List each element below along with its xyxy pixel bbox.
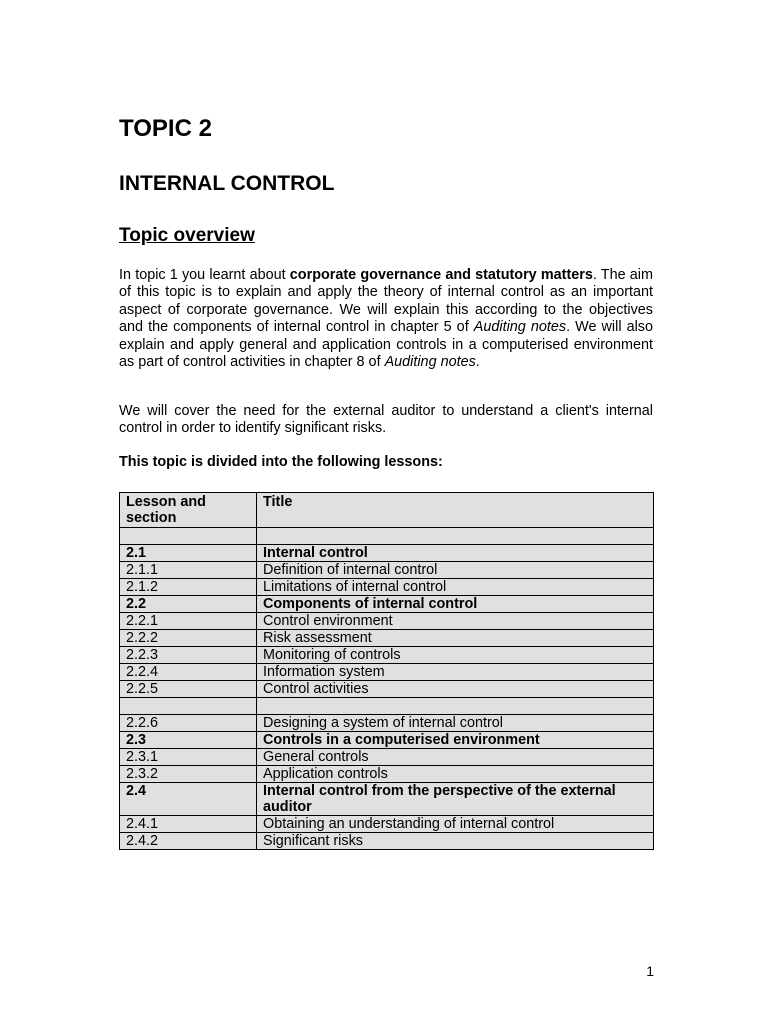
para1-text-3: . We will also explain and apply general and application controls in a computerised environment as part of control activities in chapter 8 of <box>119 319 653 371</box>
table-row <box>120 647 654 664</box>
title-cell: Control environment <box>257 613 654 630</box>
title-cell: Application controls <box>257 766 654 783</box>
section-cell: 2.2.5 <box>120 681 257 698</box>
title-cell: Internal control from the perspective of the external auditor <box>257 783 654 816</box>
para1-text-2: . The aim of this topic is to explain and apply the theory of internal control as an important aspect of corporate governance. We will explain this according to the objectives and the components of internal control in chapter 5 of <box>119 267 653 336</box>
table-row <box>120 816 654 833</box>
section-cell: 2.4.2 <box>120 833 257 850</box>
section-cell: 2.3 <box>120 732 257 749</box>
para1-italic-1: Auditing notes <box>473 319 567 336</box>
table-row <box>120 732 654 749</box>
table-header-row <box>120 493 654 528</box>
section-cell: 2.4 <box>120 783 257 816</box>
chapter-heading: INTERNAL CONTROL <box>119 172 335 195</box>
table-row <box>120 562 654 579</box>
section-cell: 2.1.1 <box>120 562 257 579</box>
table-row <box>120 698 654 715</box>
header-title: Title <box>257 493 654 528</box>
table-row <box>120 681 654 698</box>
para1-bold-1: corporate governance and statutory matters <box>289 267 593 283</box>
table-row <box>120 545 654 562</box>
table-row <box>120 783 654 816</box>
section-cell: 2.3.1 <box>120 749 257 766</box>
table-row <box>120 833 654 850</box>
title-cell: Internal control <box>257 545 654 562</box>
section-cell: 2.4.1 <box>120 816 257 833</box>
title-cell: Definition of internal control <box>257 562 654 579</box>
title-cell: General controls <box>257 749 654 766</box>
table-row <box>120 630 654 647</box>
section-cell: 2.2.3 <box>120 647 257 664</box>
title-cell: Significant risks <box>257 833 654 850</box>
title-cell <box>257 698 654 715</box>
section-cell: 2.1.2 <box>120 579 257 596</box>
section-cell: 2.2 <box>120 596 257 613</box>
table-row <box>120 749 654 766</box>
section-cell: 2.1 <box>120 545 257 562</box>
title-cell <box>257 528 654 545</box>
section-cell <box>120 528 257 545</box>
title-cell: Risk assessment <box>257 630 654 647</box>
title-cell: Monitoring of controls <box>257 647 654 664</box>
section-cell: 2.2.6 <box>120 715 257 732</box>
section-cell: 2.2.1 <box>120 613 257 630</box>
title-cell: Components of internal control <box>257 596 654 613</box>
table-row <box>120 528 654 545</box>
auditor-paragraph: We will cover the need for the external auditor to understand a client's internal control in order to identify significant risks. <box>119 403 653 437</box>
table-row <box>120 579 654 596</box>
title-cell: Limitations of internal control <box>257 579 654 596</box>
table-row <box>120 766 654 783</box>
title-cell: Information system <box>257 664 654 681</box>
overview-heading: Topic overview <box>119 225 255 246</box>
table-row <box>120 613 654 630</box>
header-section: Lesson and section <box>120 493 257 528</box>
table-row <box>120 664 654 681</box>
title-cell: Control activities <box>257 681 654 698</box>
page-number: 1 <box>646 963 654 979</box>
title-cell: Designing a system of internal control <box>257 715 654 732</box>
para1-text-4: . <box>475 354 480 371</box>
table-row <box>120 715 654 732</box>
lessons-intro: This topic is divided into the following lessons: <box>119 454 443 470</box>
topic-heading: TOPIC 2 <box>119 115 212 142</box>
para1-italic-2: Auditing notes <box>384 354 476 371</box>
para1-text-1: In topic 1 you learnt about <box>119 267 290 283</box>
title-cell: Controls in a computerised environment <box>257 732 654 749</box>
title-cell: Obtaining an understanding of internal control <box>257 816 654 833</box>
table-row <box>120 596 654 613</box>
section-cell: 2.3.2 <box>120 766 257 783</box>
section-cell: 2.2.4 <box>120 664 257 681</box>
overview-paragraph <box>119 267 653 371</box>
section-cell <box>120 698 257 715</box>
section-cell: 2.2.2 <box>120 630 257 647</box>
lessons-table <box>119 492 654 850</box>
